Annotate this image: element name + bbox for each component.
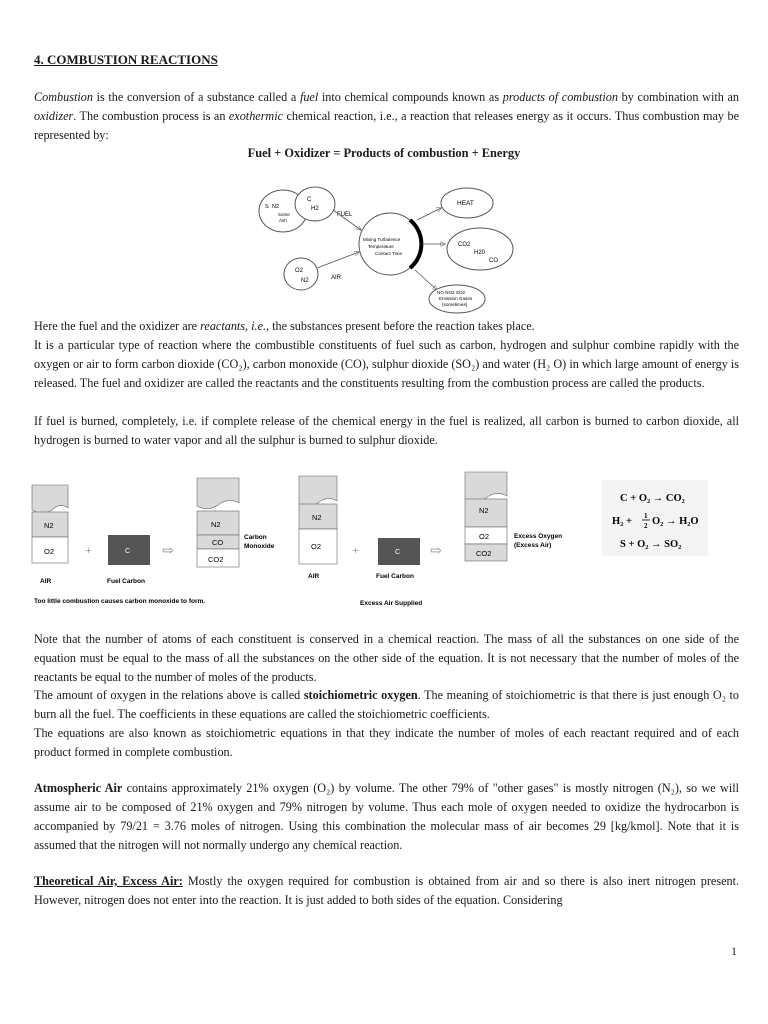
text-span: contains approximately 21% oxygen (O₂) by volume. The other 79% of "other gases" is mostly nitrogen (N₂), so we will assume air to be composed of 21% oxygen and 79% nitrogen by volume. Thus each mole of oxygen needed to oxidize the hydrocarbon is accompanied by 79/21 = 3.76 moles of nitrogen. Using this combination the molecular mass of air becomes 29 [kg/kmol]. Note that it is assumed that the nitrogen will not normally undergo any chemical reaction. xyxy=(34,781,739,852)
text-span: into chemical compounds known as xyxy=(318,90,503,104)
text-span: by combination with an xyxy=(618,90,739,104)
label-o2: O2 xyxy=(295,268,304,274)
air-container-left xyxy=(32,485,68,585)
co2-label: CO2 xyxy=(208,555,224,564)
label-n2: N2 xyxy=(272,204,280,210)
term-theoretical-air: Theoretical Air, Excess Air: xyxy=(34,874,183,888)
combustion-equation: Fuel + Oxidizer = Products of combustion + Energy xyxy=(247,146,521,160)
section-heading: 4. COMBUSTION REACTIONS xyxy=(34,52,218,67)
o2-label: O2 xyxy=(479,532,490,541)
label-heat: HEAT xyxy=(457,200,474,207)
n2-label: N2 xyxy=(479,506,489,515)
term-exothermic: exothermic xyxy=(228,109,284,123)
combustion-flow-diagram xyxy=(255,186,515,314)
label-fuel: FUEL xyxy=(337,212,353,218)
label-ash: Ash xyxy=(279,218,287,223)
label-h2: H2 xyxy=(311,206,319,212)
fuel-bubble-2 xyxy=(295,187,335,221)
label-co2: CO2 xyxy=(458,242,471,248)
equation-carbon: C + O₂ → CO₂ xyxy=(620,493,685,504)
paragraph-stoichiometric-oxygen xyxy=(34,686,739,724)
heat-arrow xyxy=(417,208,441,220)
monoxide-label: Monoxide xyxy=(244,543,275,550)
text-span: . The combustion process is an xyxy=(73,109,229,123)
label-n2-air: N2 xyxy=(301,278,309,284)
air-arrow xyxy=(317,252,359,268)
label-c: C xyxy=(307,197,312,203)
c-label: C xyxy=(395,549,401,556)
label-mixing: Mixing Turbulence xyxy=(363,237,401,242)
fuel-carbon-label: Fuel Carbon xyxy=(376,573,414,580)
paragraph-complete-combustion: If fuel is burned, completely, i.e. if complete release of the chemical energy in the fuel is realized, all carbon is burned to carbon dioxide, all hydrogen is burned to water vapor and all the sulphur is burned to sulphur dioxide. xyxy=(34,414,739,447)
term-products: products of combustion xyxy=(502,90,618,104)
equation-hydrogen-left: H₂ + xyxy=(612,516,632,527)
paragraph-conservation: Note that the number of atoms of each constituent is conserved in a chemical reaction. The mass of all the substances on one side of the equation must be equal to the mass of all the substances on the other side of the equation. It is not necessary that the number of moles of the reactants be equal to the number of moles of the products. xyxy=(34,632,739,684)
co-label: CO xyxy=(212,538,224,547)
products-bubble xyxy=(447,228,513,270)
c-label: C xyxy=(125,548,131,555)
label-nox: NO NO2 SO2 xyxy=(437,290,466,295)
label-air: AIR xyxy=(331,275,342,281)
equation-hydrogen-right: O₂ → H₂O xyxy=(652,516,699,527)
equation-sulphur: S + O₂ → SO₂ xyxy=(620,539,682,550)
text-span: is the conversion of a substance called a xyxy=(92,90,300,104)
stoichiometric-equations xyxy=(602,480,708,556)
label-co: CO xyxy=(489,258,498,264)
label-some: Some xyxy=(278,212,290,217)
excess-air-label: (Excess Air) xyxy=(514,542,552,549)
text-span: Mostly the oxygen required for combustion is obtained from air and so there is also inert nitrogen present. However, nitrogen does not enter into the reaction. It is just added to both sides of the equation. Considering xyxy=(34,874,740,907)
air-container-right xyxy=(299,476,337,580)
text-span: the substances present before the reaction takes place. xyxy=(269,319,535,333)
term-oxidizer: oxidizer xyxy=(34,109,74,123)
page-number: 1 xyxy=(731,944,737,958)
paragraph-theoretical-air xyxy=(34,872,739,910)
label-sometimes: (sometimes) xyxy=(442,302,468,307)
n2-label: N2 xyxy=(44,521,54,530)
product-container-excess xyxy=(465,472,562,561)
text-span: The amount of oxygen in the relations above is called xyxy=(34,688,304,702)
term-fuel: fuel xyxy=(299,90,319,104)
term-combustion: Combustion xyxy=(34,90,93,104)
air-label: AIR xyxy=(308,573,320,580)
excess-oxygen-label: Excess Oxygen xyxy=(514,533,563,540)
label-h2o: H20 xyxy=(474,250,486,256)
text-span: chemical reaction, i.e., a reaction that releases energy as it occurs. Thus combustion may be represented by: xyxy=(34,109,739,142)
paragraph-atmospheric-air xyxy=(34,779,739,855)
n2-label: N2 xyxy=(211,520,221,529)
label-s: S xyxy=(265,204,269,210)
label-temperature: Temperature xyxy=(368,244,394,249)
text-span: . The meaning of stoichiometric is that there is just enough O₂ to burn all the fuel. The coefficients in these equations are called the stoichiometric coefficients. xyxy=(34,688,739,721)
paragraph-stoichiometric-equations: The equations are also known as stoichiometric equations in that they indicate the number of moles of each reactant required and of each product formed in complete combustion. xyxy=(34,726,739,759)
air-fuel-diagram xyxy=(30,468,710,608)
term-reactants: reactants, i.e., xyxy=(200,319,270,333)
o2-label: O2 xyxy=(44,547,55,556)
air-bubble xyxy=(284,258,318,290)
co2-label: CO2 xyxy=(476,549,492,558)
o2-label: O2 xyxy=(311,542,322,551)
paragraph-reaction-type: It is a particular type of reaction where the combustible constituents of fuel such as carbon, hydrogen and sulphur combine rapidly with the oxygen or air to form carbon dioxide (CO₂), carbon monoxide (CO), sulphur dioxide (SO₂) and water (H₂ O) in which large amount of energy is released. The fuel and oxidizer are called the reactants and the constituents resulting from the combustion process are called the products. xyxy=(34,338,739,390)
term-atmospheric-air: Atmospheric Air xyxy=(34,781,123,795)
plus-icon: + xyxy=(85,543,92,557)
n2-label: N2 xyxy=(312,513,322,522)
fuel-carbon-label: Fuel Carbon xyxy=(107,578,145,585)
air-label: AIR xyxy=(40,578,52,585)
label-emission-gases: Emission Gases xyxy=(439,296,473,301)
plus-icon: + xyxy=(352,543,359,557)
paragraph-reactants xyxy=(34,317,739,336)
paragraph-combustion-definition xyxy=(34,88,739,145)
carbon-label: Carbon xyxy=(244,534,267,541)
product-container-co xyxy=(197,478,275,567)
caption-left: Too little combustion causes carbon monoxide to form. xyxy=(34,598,206,605)
arrow-icon: ⇨ xyxy=(162,544,174,559)
arrow-icon: ⇨ xyxy=(430,544,442,559)
fraction-denominator: 2 xyxy=(644,522,648,530)
fraction-numerator: 1 xyxy=(644,512,648,520)
term-stoichiometric-oxygen: stoichiometric oxygen xyxy=(303,688,418,702)
text-span: Here the fuel and the oxidizer are xyxy=(34,319,201,333)
caption-right: Excess Air Supplied xyxy=(360,600,423,607)
label-contact-time: Contact Time xyxy=(375,251,403,256)
emissions-arrow xyxy=(415,270,437,290)
